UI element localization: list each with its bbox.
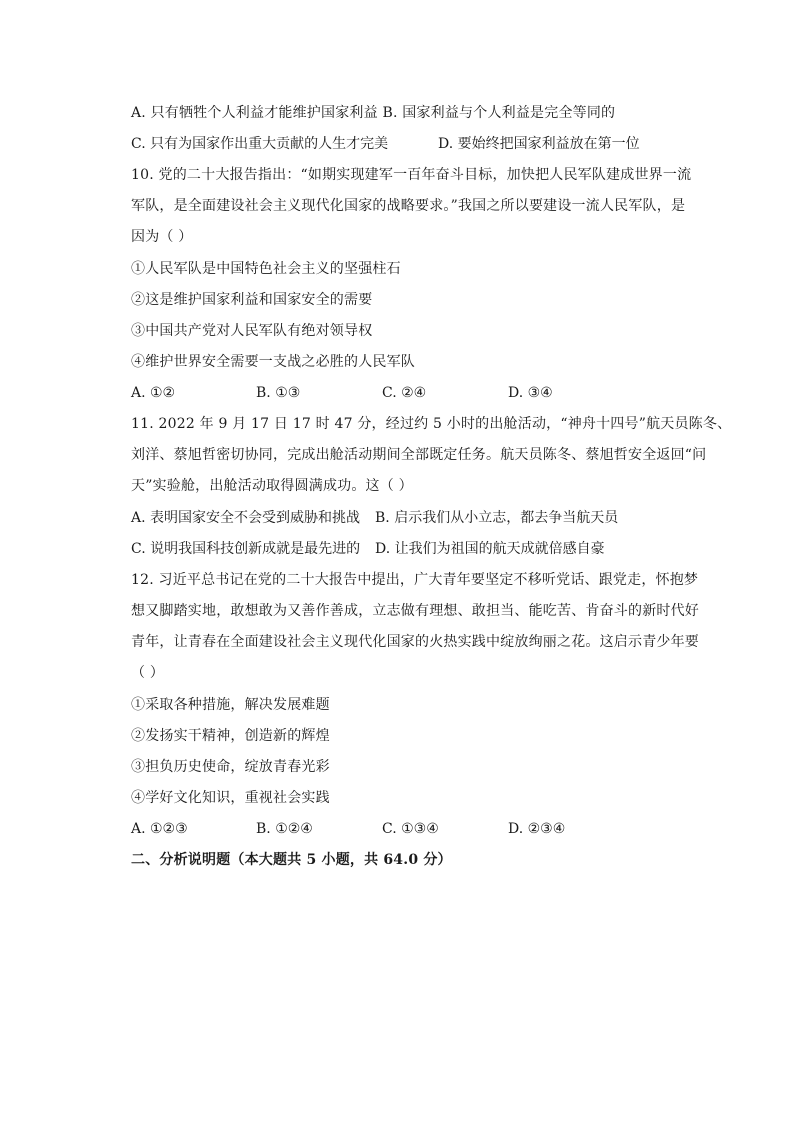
q12-option-d: D. ②③④ [508,821,566,837]
q12-option-a: A. ①②③ [131,821,188,837]
q11-stem-line1: 11. 2022 年 9 月 17 日 17 时 47 分，经过约 5 小时的出舱活动，“神舟十四号”航天员陈冬、 [131,416,732,432]
q11-option-b: B. 启示我们从小立志，都去争当航天员 [375,510,619,526]
q12-item-4: ④学好文化知识，重视社会实践 [131,790,330,806]
q10-options [131,383,731,403]
q10-option-b: B. ①③ [256,385,301,401]
q12-item-2: ②发扬实干精神，创造新的辉煌 [131,728,330,744]
q11-stem-line3: 天”实验舱，出舱活动取得圆满成功。这（ ） [131,478,413,494]
q12-stem-line3: 青年，让青春在全面建设社会主义现代化国家的火热实践中绽放绚丽之花。这启示青少年要 [131,634,699,650]
q10-option-d: D. ③④ [508,385,553,401]
q11-options-cd [131,539,731,559]
q11-option-c: C. 说明我国科技创新成就是最先进的 [131,541,361,557]
q12-stem-line2: 想又脚踏实地，敢想敢为又善作善成，立志做有理想、敢担当、能吃苦、肯奋斗的新时代好 [131,603,699,619]
q12-stem-line1: 12. 习近平总书记在党的二十大报告中提出，广大青年要坚定不移听党话、跟党走，怀抱梦 [131,572,699,588]
q10-option-a: A. ①② [131,385,176,401]
q9-options-cd [131,134,731,154]
q9-options-ab: A. 只有牺牲个人利益才能维护国家利益 B. 国家利益与个人利益是完全等同的 [131,105,616,121]
q10-stem-line3: 因为（ ） [131,229,193,245]
q12-option-b: B. ①②④ [256,821,313,837]
q10-item-3: ③中国共产党对人民军队有绝对领导权 [131,323,373,339]
q12-item-3: ③担负历史使命，绽放青春光彩 [131,759,330,775]
q12-options [131,819,731,839]
q11-option-d: D. 让我们为祖国的航天成就倍感自豪 [375,541,605,557]
q11-stem-line2: 刘洋、蔡旭哲密切协同，完成出舱活动期间全部既定任务。航天员陈冬、蔡旭哲安全返回“问 [131,447,707,463]
q10-stem-line1: 10. 党的二十大报告指出：“如期实现建军一百年奋斗目标，加快把人民军队建成世界一流 [131,167,692,183]
q9-option-d: D. 要始终把国家利益放在第一位 [438,136,640,152]
q10-item-4: ④维护世界安全需要一支战之必胜的人民军队 [131,354,415,370]
q12-stem-line4: （ ） [131,665,165,681]
q12-item-1: ①采取各种措施，解决发展难题 [131,697,330,713]
q11-option-a: A. 表明国家安全不会受到威胁和挑战 [131,510,361,526]
q10-item-1: ①人民军队是中国特色社会主义的坚强柱石 [131,261,401,277]
q10-item-2: ②这是维护国家利益和国家安全的需要 [131,292,373,308]
q9-option-c: C. 只有为国家作出重大贡献的人生才完美 [131,136,389,152]
q12-option-c: C. ①③④ [382,821,439,837]
q10-option-c: C. ②④ [382,385,427,401]
q11-options-ab [131,508,731,528]
q10-stem-line2: 军队，是全面建设社会主义现代化国家的战略要求。”我国之所以要建设一流人民军队，是 [131,198,686,214]
section-heading: 二、分析说明题（本大题共 5 小题，共 64.0 分） [131,852,452,868]
